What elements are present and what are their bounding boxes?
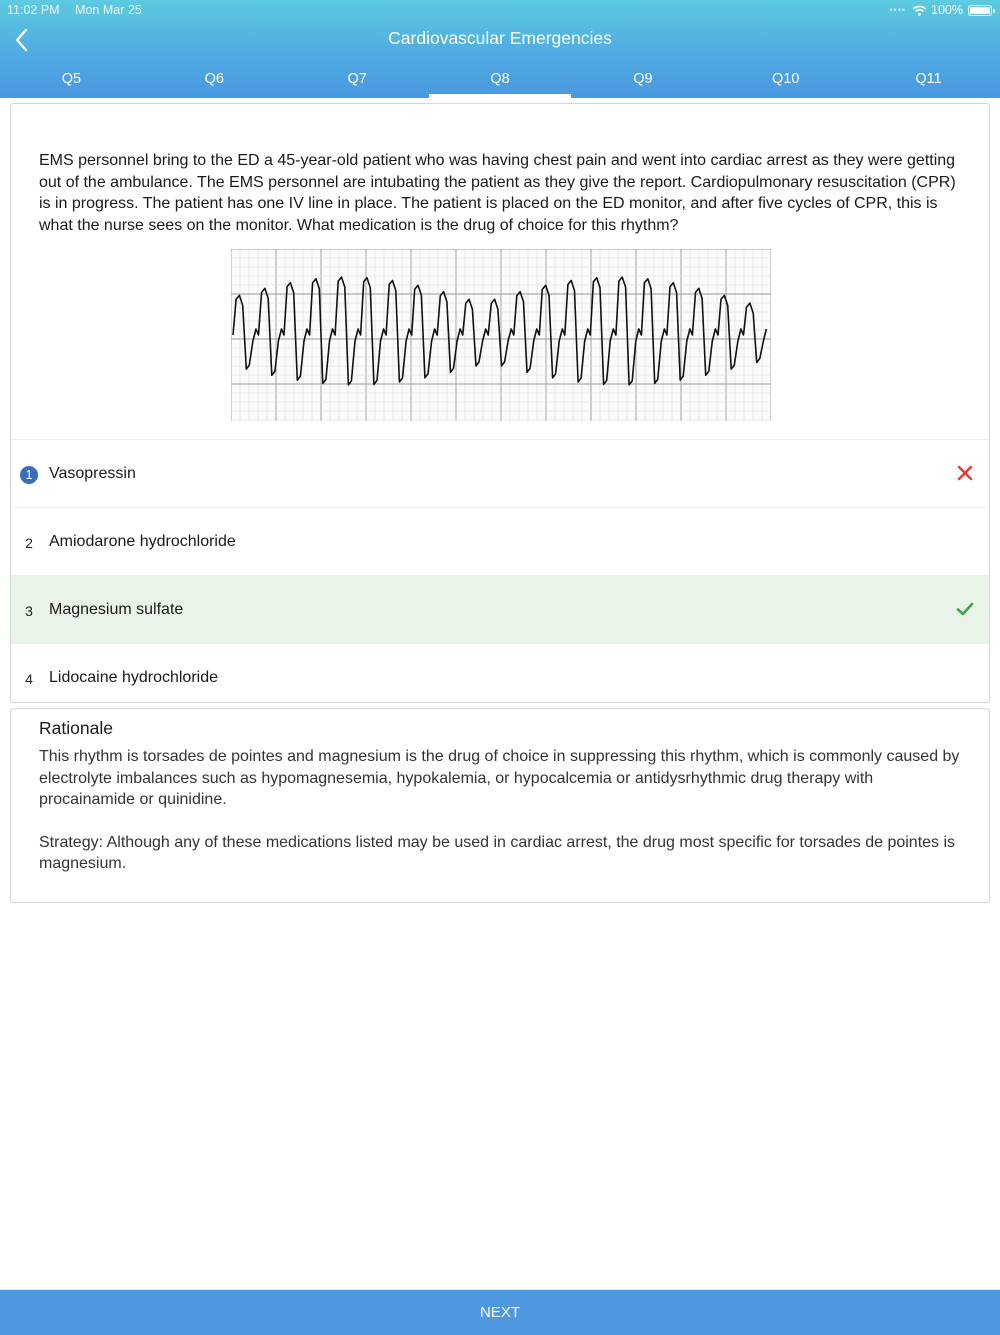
rationale-paragraph: This rhythm is torsades de pointes and magnesium is the drug of choice in suppressing this rhythm, which is commonly caused by electrolyte imbalances such as hypomagnesemia, hypokalemia, or hypocalcemia or antidysrhythmic drug therapy with procainamide or quinidine. (39, 748, 960, 808)
tab-q9[interactable]: Q9 (633, 71, 653, 87)
tab-q5[interactable]: Q5 (61, 71, 82, 87)
status-bar (7, 3, 154, 17)
next-button[interactable]: NEXT (0, 1289, 1000, 1335)
option-number: 3 (25, 603, 33, 619)
tab-q7[interactable]: Q7 (347, 71, 367, 87)
battery-percent: 100% (931, 3, 963, 17)
question-tabs (0, 66, 1000, 98)
rationale-card (10, 708, 990, 903)
question-text: EMS personnel bring to the ED a 45-year-old patient who was having chest pain and went into cardiac arrest as they were getting out of the ambulance. The EMS personnel are intubating the patient as they give the report. Cardiopulmonary resuscitation (CPR) is in progress. The patient has one IV line in place. The patient is placed on the ED monitor, and after five cycles of CPR, this is what the nurse sees on the monitor. What medication is the drug of choice for this rhythm? (39, 152, 956, 234)
ecg-strip-image (231, 249, 771, 421)
status-time: 11:02 PM (7, 3, 60, 17)
battery-icon (968, 5, 992, 16)
status-date: Mon Mar 25 (75, 3, 142, 17)
tab-q6[interactable]: Q6 (204, 71, 224, 87)
option-2[interactable] (11, 507, 989, 576)
option-1[interactable] (11, 439, 989, 508)
question-card (10, 103, 990, 703)
option-label: Lidocaine hydrochloride (49, 669, 218, 686)
tab-q8[interactable]: Q8 (429, 66, 572, 98)
strategy-paragraph: Strategy: Although any of these medications listed may be used in cardiac arrest, the drug most specific for torsades de pointes is magnesium. (39, 833, 956, 872)
status-indicators (889, 3, 992, 17)
tab-q11[interactable]: Q11 (915, 71, 942, 87)
app-header (0, 0, 1000, 98)
option-3[interactable] (11, 575, 989, 644)
signal-icon: •••• (889, 5, 907, 15)
option-4[interactable] (11, 643, 989, 703)
rationale-title: Rationale (39, 718, 113, 738)
rationale-text (39, 746, 964, 896)
tab-q10[interactable]: Q10 (772, 71, 800, 87)
wrong-x-icon (955, 463, 975, 483)
option-label: Magnesium sulfate (49, 601, 184, 618)
wifi-icon (912, 5, 927, 16)
option-number: 2 (25, 535, 33, 551)
page-title: Cardiovascular Emergencies (388, 28, 612, 48)
correct-check-icon (955, 599, 975, 619)
option-number: 4 (25, 671, 33, 687)
option-label: Amiodarone hydrochloride (49, 533, 236, 550)
option-number: 1 (20, 466, 38, 484)
option-label: Vasopressin (49, 465, 136, 482)
